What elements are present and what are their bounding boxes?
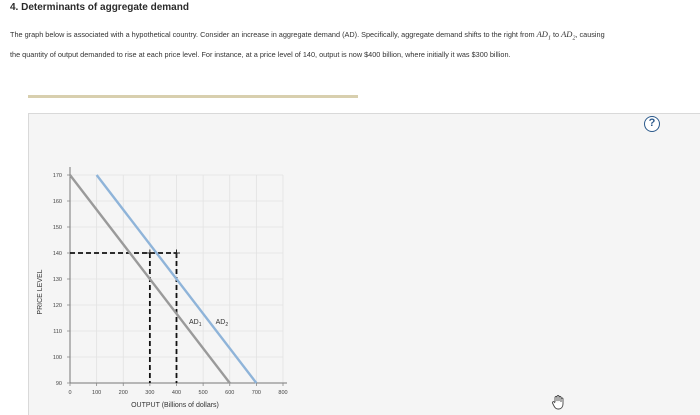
x-tick-label: 500 xyxy=(198,390,208,396)
series-label-ad2: $AD_2$ xyxy=(215,318,229,328)
x-axis-label: OUTPUT (Billions of dollars) xyxy=(131,402,219,409)
y-tick-label: 170 xyxy=(52,173,62,179)
y-tick-label: 140 xyxy=(52,251,62,257)
y-tick-label: 120 xyxy=(52,303,62,309)
ad1-subscript: 1 xyxy=(547,35,551,42)
ad1-math xyxy=(536,29,551,42)
x-tick-label: 700 xyxy=(251,390,261,396)
y-axis-label: PRICE LEVEL xyxy=(37,269,44,315)
question-circle-icon[interactable]: ? xyxy=(644,116,660,132)
y-tick-label: 100 xyxy=(52,355,62,361)
paragraph-text-2: , causing the quantity of output demanded to rise at each price level. For instance, at a price level of 140, output is now $400 billion, where initially it was $300 billion. xyxy=(10,30,605,59)
paragraph-to: to xyxy=(550,30,562,39)
x-ticks xyxy=(68,383,287,396)
ad2-subscript: 2 xyxy=(572,35,576,42)
paragraph-text-1: The graph below is associated with a hypothetical country. Consider an increase in aggregate demand (AD). Specifically, aggregate demand shifts to the right from xyxy=(10,30,537,39)
y-ticks xyxy=(53,173,70,387)
section-divider xyxy=(28,95,358,98)
x-tick-label: 800 xyxy=(278,390,288,396)
ad1-letters: AD xyxy=(536,29,548,39)
question-heading: 4. Determinants of aggregate demand xyxy=(10,2,189,13)
x-tick-label: 0 xyxy=(68,390,72,396)
question-paragraph xyxy=(10,27,610,62)
y-tick-label: 160 xyxy=(52,199,62,205)
x-tick-label: 100 xyxy=(92,390,102,396)
x-tick-label: 400 xyxy=(171,390,182,396)
series-label-ad1: $AD_1$ xyxy=(189,318,202,328)
y-tick-label: 150 xyxy=(52,225,62,231)
y-tick-label: 130 xyxy=(52,277,62,283)
y-tick-label: 110 xyxy=(53,329,62,335)
hand-pointer-icon xyxy=(550,394,566,410)
ad2-math xyxy=(561,29,576,42)
x-tick-label: 600 xyxy=(225,390,235,396)
ad-chart xyxy=(28,152,328,412)
y-tick-label: 90 xyxy=(55,381,62,387)
x-tick-label: 200 xyxy=(118,390,128,396)
gridlines xyxy=(70,167,287,383)
guide-lines xyxy=(70,250,180,384)
ad2-letters: AD xyxy=(561,29,573,39)
x-tick-label: 300 xyxy=(145,390,155,396)
